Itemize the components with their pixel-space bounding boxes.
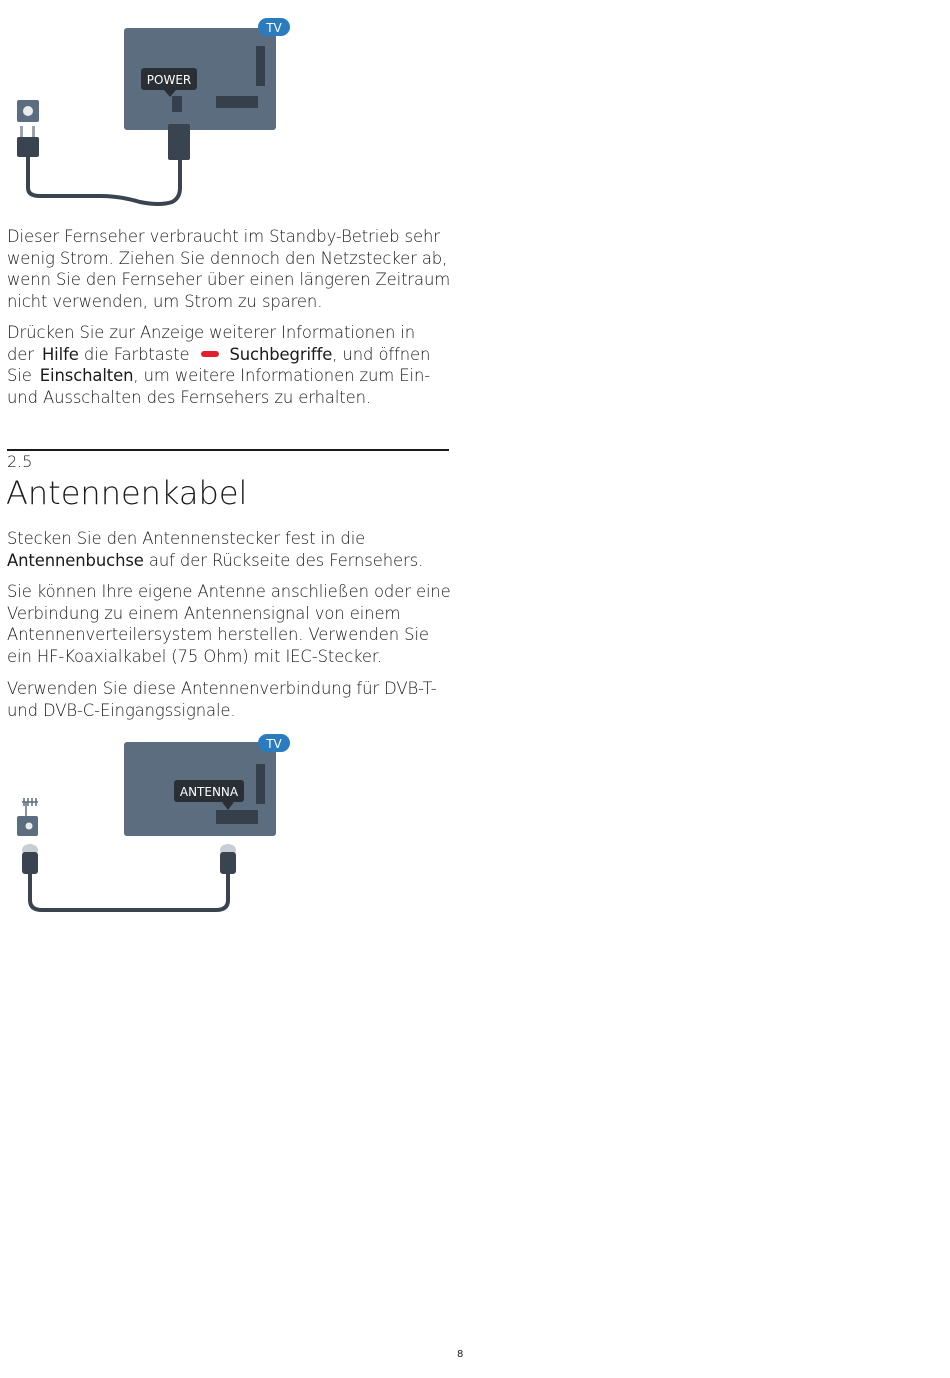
antenna-text-2: auf der Rückseite des Fernsehers.: [148, 550, 424, 570]
tv-side-slot: [256, 764, 265, 804]
help-text-4: , um weitere Informationen zum Ein- und Ausschalten des Fernsehers zu erhalten.: [7, 366, 431, 407]
plug-prong-right: [32, 126, 35, 138]
tv-badge-text: TV: [266, 737, 282, 751]
power-cable: [28, 157, 180, 204]
wall-socket-hole: [23, 106, 33, 116]
paragraph-help-info: [7, 322, 452, 408]
paragraph-antenna-connection: Sie können Ihre eigene Antenne anschließen oder eine Verbindung zu einem Antennensignal von einem Antennenverteilersystem herstellen. Verwenden Sie ein HF-Koaxialkabel (75 Ohm) mit IEC-Stecker.: [7, 582, 451, 666]
wall-plug: [17, 137, 39, 157]
help-term: Hilfe: [41, 344, 79, 364]
power-inlet: [172, 96, 182, 112]
section-divider: [7, 449, 449, 451]
plug-prong-left: [20, 126, 23, 138]
help-text-3: , und öffnen Sie: [7, 344, 431, 386]
page-number: 8: [457, 1349, 464, 1360]
tv-badge-text: TV: [266, 21, 282, 35]
paragraph-standby: Dieser Fernseher verbraucht im Standby-Betrieb sehr wenig Strom. Ziehen Sie dennoch den Netzstecker ab, wenn Sie den Fernseher über einen längeren Zeitraum nicht verwenden, um Strom zu sparen.: [7, 227, 451, 311]
power-connection-illustration: [0, 10, 300, 210]
tv-side-slot: [256, 46, 265, 86]
coax-plug-left: [22, 852, 38, 874]
red-color-key-icon: [201, 351, 219, 357]
paragraph-dvb-signals: Verwenden Sie diese Antennenverbindung für DVB-T- und DVB-C-Eingangssignale.: [7, 679, 437, 720]
help-text-1: Drücken Sie zur Anzeige weiterer Informationen in der: [7, 323, 416, 364]
section-title: Antennenkabel: [6, 474, 248, 512]
antenna-socket-term: Antennenbuchse: [7, 550, 144, 570]
antenna-icon: [22, 798, 38, 816]
antenna-socket-hole: [26, 823, 33, 830]
coax-plug-right: [220, 852, 236, 874]
search-terms-term: Suchbegriffe: [229, 344, 333, 364]
antenna-text-1: Stecken Sie den Antennenstecker fest in die: [7, 529, 366, 548]
tv-connector-bar: [216, 810, 258, 824]
power-label-text: POWER: [146, 73, 192, 87]
switch-on-term: Einschalten: [39, 366, 134, 386]
paragraph-antenna-plug: [7, 528, 452, 571]
coax-cable: [30, 874, 228, 910]
antenna-connection-illustration: [0, 728, 300, 924]
tv-connector-bar: [216, 96, 258, 108]
section-number: 2.5: [7, 452, 33, 471]
help-text-2: die Farbtaste: [83, 344, 190, 364]
tv-power-plug: [168, 124, 190, 160]
antenna-label-text: ANTENNA: [179, 785, 239, 799]
